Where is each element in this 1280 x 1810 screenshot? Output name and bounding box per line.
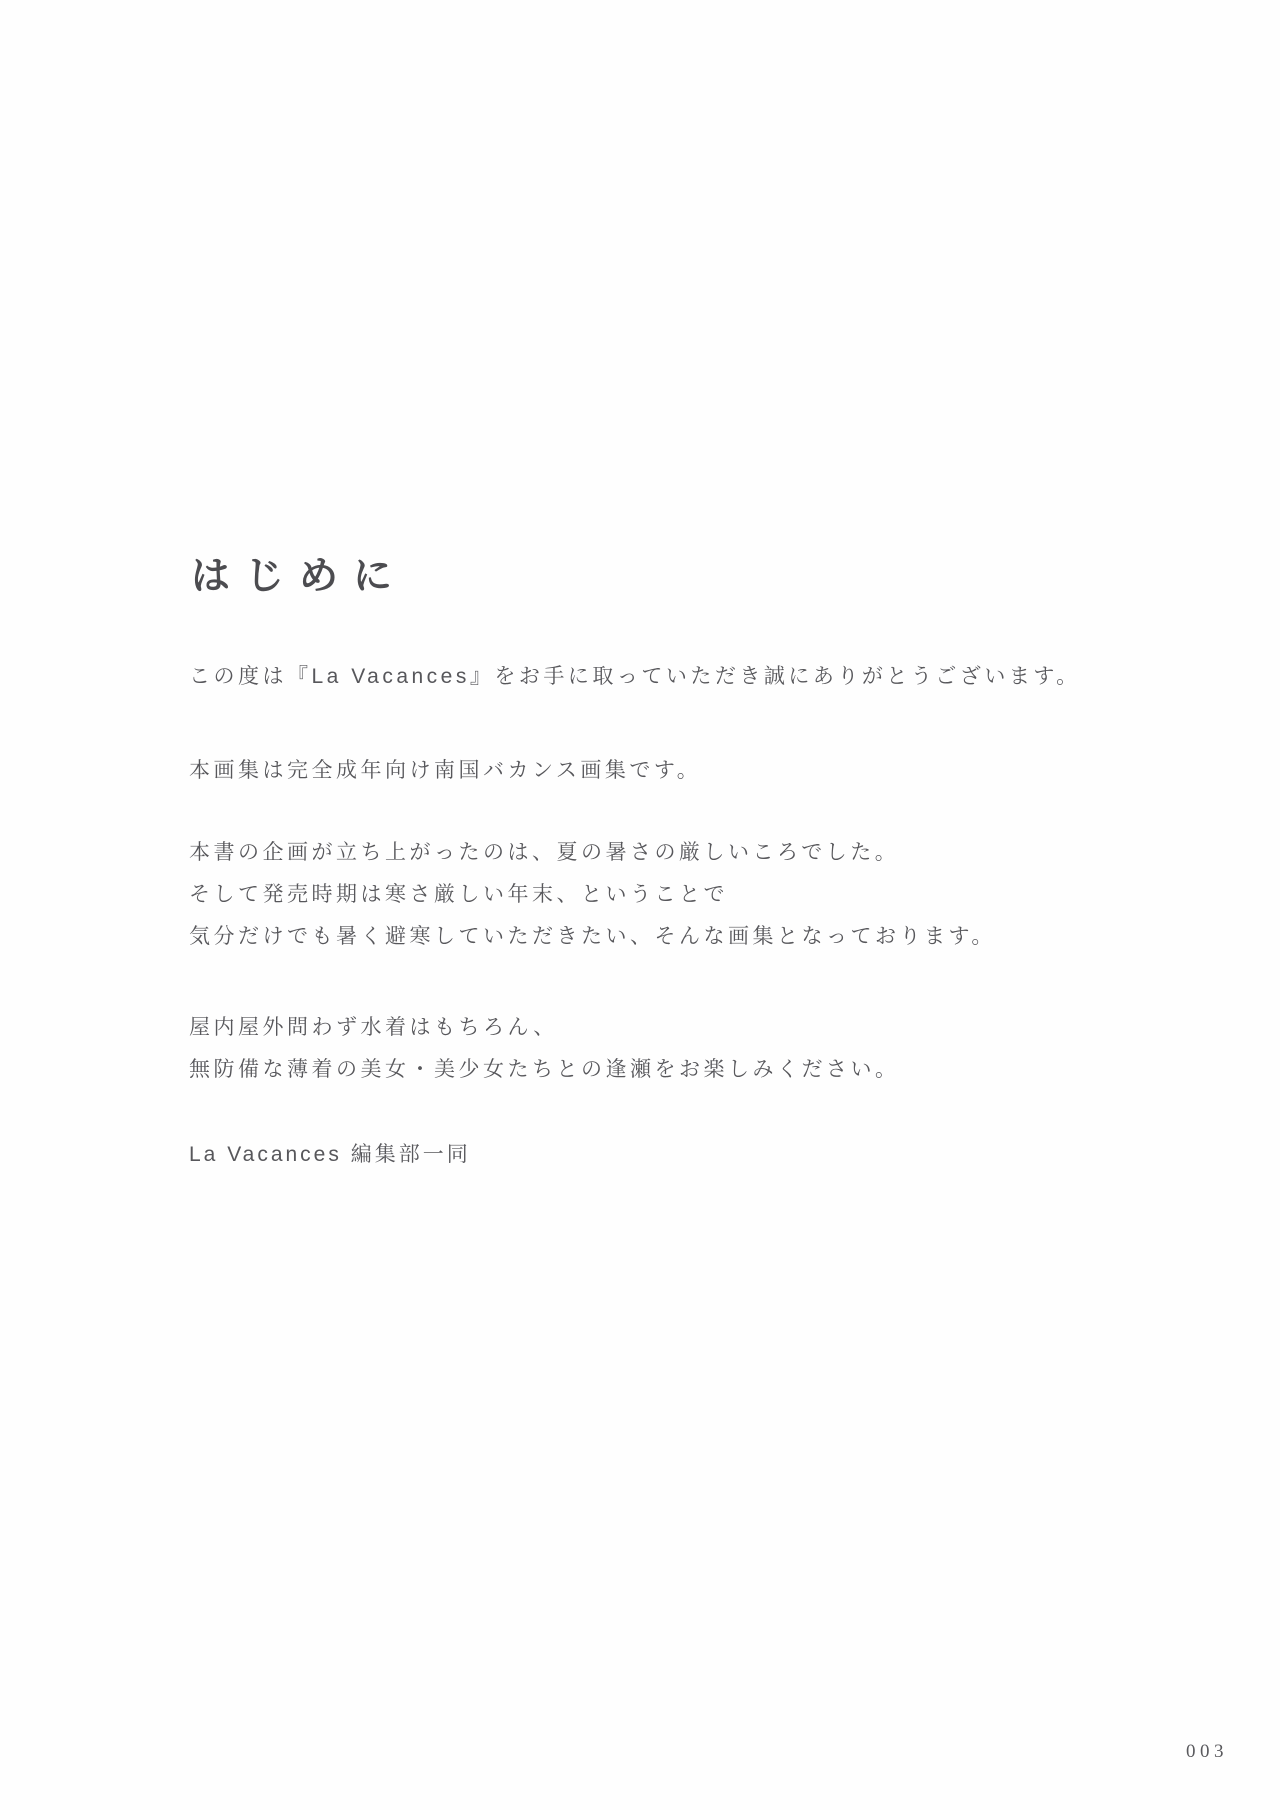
paragraph-line: 気分だけでも暑く避寒していただきたい、そんな画集となっております。 xyxy=(189,925,996,948)
paragraph-enjoyment-note xyxy=(189,1007,900,1091)
paragraph-line: 無防備な薄着の美女・美少女たちとの逢瀬をお楽しみください。 xyxy=(189,1058,900,1081)
signature-editorial-team: La Vacances 編集部一同 xyxy=(189,1143,471,1166)
page-number: 003 xyxy=(1186,1741,1228,1762)
paragraph-line: 屋内屋外問わず水着はもちろん、 xyxy=(189,1016,558,1039)
page-title: はじめに xyxy=(191,555,408,598)
paragraph-line: 本書の企画が立ち上がったのは、夏の暑さの厳しいころでした。 xyxy=(189,841,900,864)
paragraph-book-description: 本画集は完全成年向け南国バカンス画集です。 xyxy=(189,759,702,782)
paragraph-planning-story xyxy=(189,832,996,958)
paragraph-greeting: この度は『La Vacances』をお手に取っていただき誠にありがとうございます。 xyxy=(189,665,1081,688)
paragraph-line: そして発売時期は寒さ厳しい年末、ということで xyxy=(189,883,728,906)
